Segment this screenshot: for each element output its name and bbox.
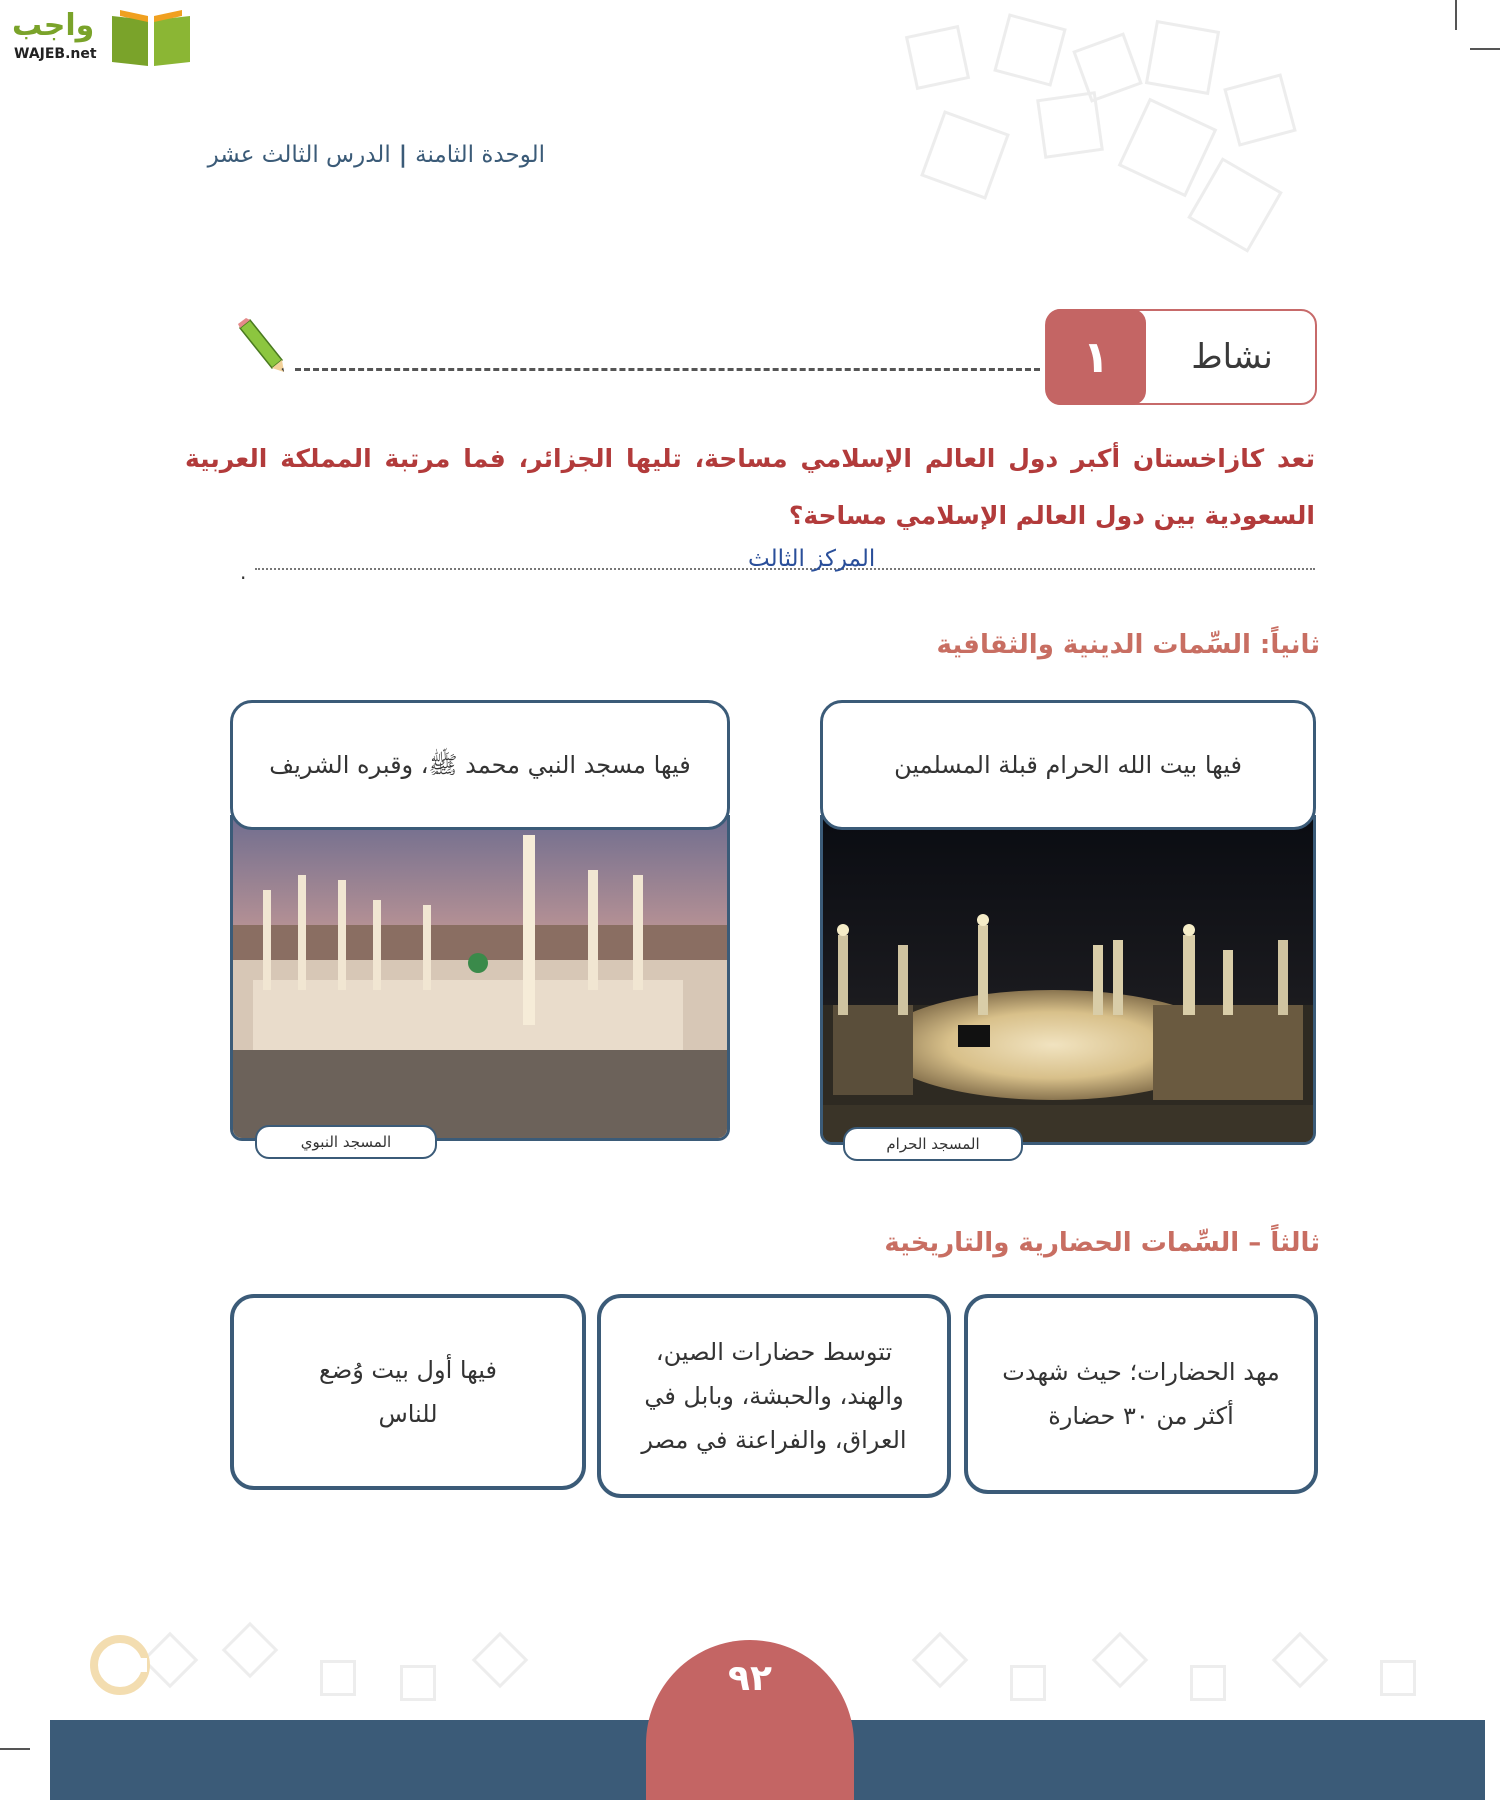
- decorative-square: [1145, 20, 1220, 95]
- dashed-line: [295, 368, 1040, 371]
- page-number: ٩٢: [728, 1658, 772, 1699]
- book-icon: [106, 8, 196, 68]
- section-title-civilizational-historical: ثالثاً – السِّمات الحضارية والتاريخية: [884, 1228, 1320, 1258]
- activity-number: ١: [1046, 309, 1146, 405]
- unit-lesson-header: [208, 142, 545, 168]
- decorative-square: [472, 1632, 529, 1689]
- pencil-icon: [236, 318, 286, 373]
- answer-text: المركز الثالث: [748, 546, 876, 572]
- caption-masjid-haram: المسجد الحرام: [843, 1127, 1023, 1161]
- box-mediates-civilizations: تتوسط حضارات الصين، والهند، والحبشة، وبابل في العراق، والفراعنة في مصر: [597, 1294, 951, 1498]
- decorative-square: [320, 1660, 356, 1696]
- decorative-square: [912, 1632, 969, 1689]
- decorative-square: [1010, 1665, 1046, 1701]
- decorative-square: [1187, 157, 1283, 253]
- decorative-square: [1272, 1632, 1329, 1689]
- box-cradle-of-civilizations: مهد الحضارات؛ حيث شهدت أكثر من ٣٠ حضارة: [964, 1294, 1318, 1494]
- masjid-haram-photo: [820, 815, 1316, 1145]
- crop-mark: [1455, 0, 1457, 30]
- unit-title: الوحدة الثامنة: [415, 142, 545, 168]
- card-text-masjid-haram: فيها بيت الله الحرام قبلة المسلمين: [820, 700, 1316, 830]
- caption-masjid-nabawi: المسجد النبوي: [255, 1125, 437, 1159]
- header-separator: |: [398, 142, 408, 168]
- crop-mark: [0, 1748, 30, 1750]
- logo-latin-text: WAJEB.net: [14, 46, 97, 62]
- decorative-square: [905, 25, 970, 90]
- answer-dot: .: [240, 560, 247, 584]
- box-first-house: فيها أول بيت وُضع للناس: [230, 1294, 586, 1490]
- lesson-title: الدرس الثالث عشر: [207, 142, 391, 168]
- vision-emblem-icon: [85, 1630, 155, 1700]
- decorative-square: [400, 1665, 436, 1701]
- activity-question: تعد كازاخستان أكبر دول العالم الإسلامي مساحة، تليها الجزائر، فما مرتبة المملكة العربية السعودية بين دول العالم الإسلامي مساحة؟: [185, 444, 1315, 530]
- activity-label: نشاط: [1191, 337, 1273, 377]
- decorative-square: [1118, 98, 1218, 198]
- decorative-square: [993, 13, 1066, 86]
- decorative-square: [1190, 1665, 1226, 1701]
- logo-arabic-text: واجب: [12, 8, 95, 43]
- wajeb-logo[interactable]: [10, 8, 190, 66]
- card-text-masjid-nabawi: فيها مسجد النبي محمد ﷺ، وقبره الشريف: [230, 700, 730, 830]
- decorative-square: [920, 110, 1010, 200]
- section-title-religious-cultural: ثانياً: السِّمات الدينية والثقافية: [936, 630, 1320, 660]
- decorative-square: [1223, 73, 1296, 146]
- masjid-nabawi-photo: [230, 815, 730, 1141]
- crop-mark: [1470, 48, 1500, 50]
- decorative-square: [1380, 1660, 1416, 1696]
- decorative-square: [1092, 1632, 1149, 1689]
- decorative-square: [1036, 91, 1104, 159]
- decorative-square: [222, 1622, 279, 1679]
